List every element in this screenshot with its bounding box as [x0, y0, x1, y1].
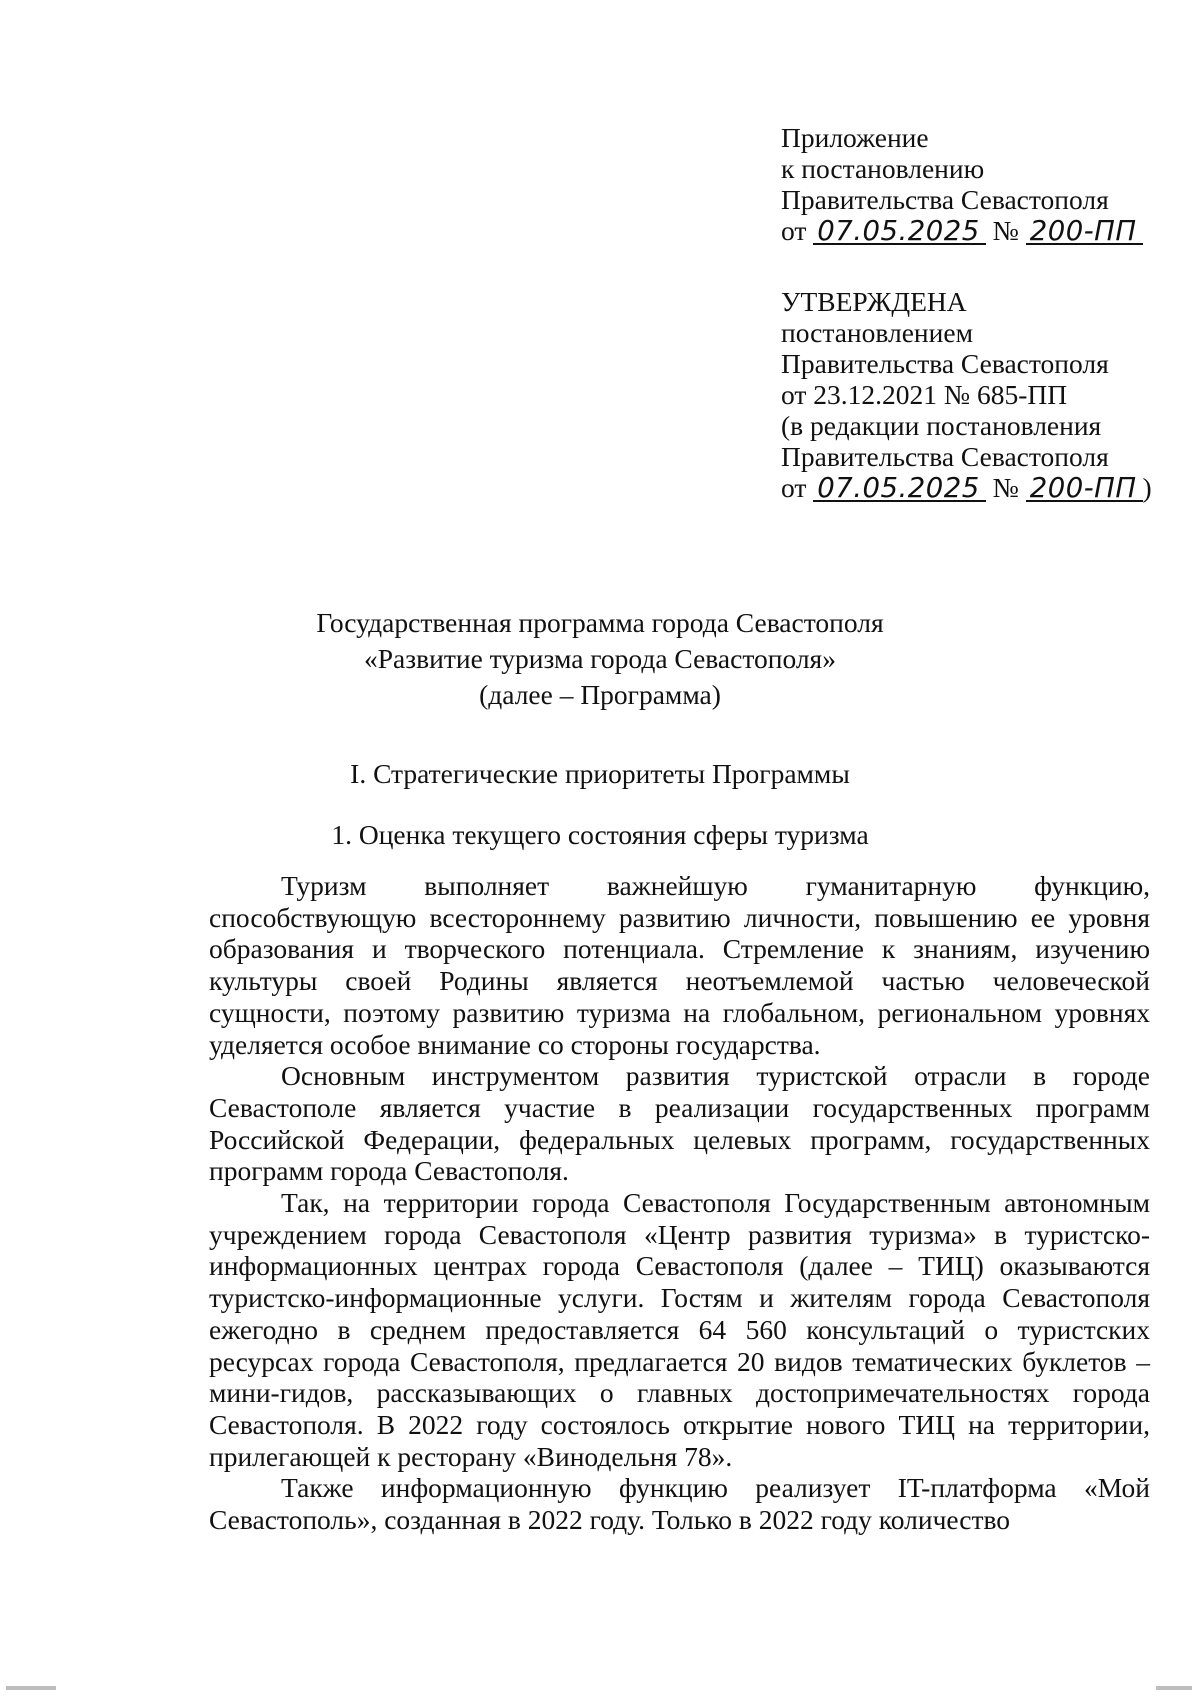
- approved-closing-paren: ): [1142, 472, 1152, 503]
- approved-line-5: (в редакции постановления: [781, 410, 1102, 441]
- approved-date-prefix: от: [781, 472, 807, 503]
- subsection-heading: 1. Оценка текущего состояния сферы туризма: [331, 819, 869, 850]
- appendix-number-prefix: №: [992, 215, 1019, 246]
- approved-line-1: УТВЕРЖДЕНА: [781, 286, 967, 317]
- section-heading: I. Стратегические приоритеты Программы: [350, 758, 850, 789]
- scan-footer-mark-right: [1156, 1686, 1192, 1690]
- appendix-line-2: к постановлению: [781, 153, 985, 184]
- paragraph-3: Так, на территории города Севастополя Государственным автономным учреждением города Севастополя «Центр развития туризма» в туристско-информационных центрах города Севастополя (далее – ТИЦ) оказываются туристско-информационные услуги. Гостям и жителям города Севастополя ежегодно в среднем предоставляется 64 560 консультаций о туристских ресурсах города Севастополя, предлагается 20 видов тематических буклетов – мини-гидов, рассказывающих о главных достопримечательностях города Севастополя. В 2022 году состоялось открытие нового ТИЦ на территории, прилегающей к ресторану «Винодельня 78».: [209, 1187, 1150, 1472]
- approved-number-prefix: №: [992, 472, 1019, 503]
- approved-handwritten-number: 200-ПП: [1026, 476, 1143, 502]
- appendix-line-3: Правительства Севастополя: [781, 184, 1109, 215]
- approved-handwritten-date: 07.05.2025: [813, 476, 985, 502]
- approved-line-6: Правительства Севастополя: [781, 441, 1109, 472]
- approved-line-4: от 23.12.2021 № 685-ПП: [781, 379, 1068, 410]
- body-text: [209, 870, 1150, 1536]
- appendix-block: [781, 122, 1143, 246]
- program-title-line-2: «Развитие туризма города Севастополя»: [364, 643, 836, 674]
- appendix-handwritten-date: 07.05.2025: [813, 219, 985, 245]
- appendix-handwritten-number: 200-ПП: [1026, 219, 1143, 245]
- scan-footer-mark-left: [6, 1686, 56, 1690]
- paragraph-1: Туризм выполняет важнейшую гуманитарную функцию, способствующую всестороннему развитию личности, повышению ее уровня образования и творческого потенциала. Стремление к знаниям, изучению культуры своей Родины является неотъемлемой частью человеческой сущности, поэтому развитию туризма на глобальном, региональном уровнях уделяется особое внимание со стороны государства.: [209, 870, 1150, 1060]
- program-title-line-1: Государственная программа города Севастополя: [316, 607, 884, 638]
- approved-block: [781, 286, 1152, 503]
- appendix-line-1: Приложение: [781, 122, 929, 153]
- paragraph-4: Также информационную функцию реализует IT-платформа «Мой Севастополь», созданная в 2022 году. Только в 2022 году количество: [209, 1472, 1150, 1536]
- program-title-line-3: (далее – Программа): [479, 679, 721, 710]
- paragraph-2: Основным инструментом развития туристской отрасли в городе Севастополе является участие в реализации государственных программ Российской Федерации, федеральных целевых программ, государственных программ города Севастополя.: [209, 1060, 1150, 1187]
- approved-line-2: постановлением: [781, 317, 973, 348]
- approved-line-3: Правительства Севастополя: [781, 348, 1109, 379]
- appendix-date-prefix: от: [781, 215, 807, 246]
- approved-date-line: [781, 472, 1152, 503]
- appendix-date-line: [781, 215, 1143, 246]
